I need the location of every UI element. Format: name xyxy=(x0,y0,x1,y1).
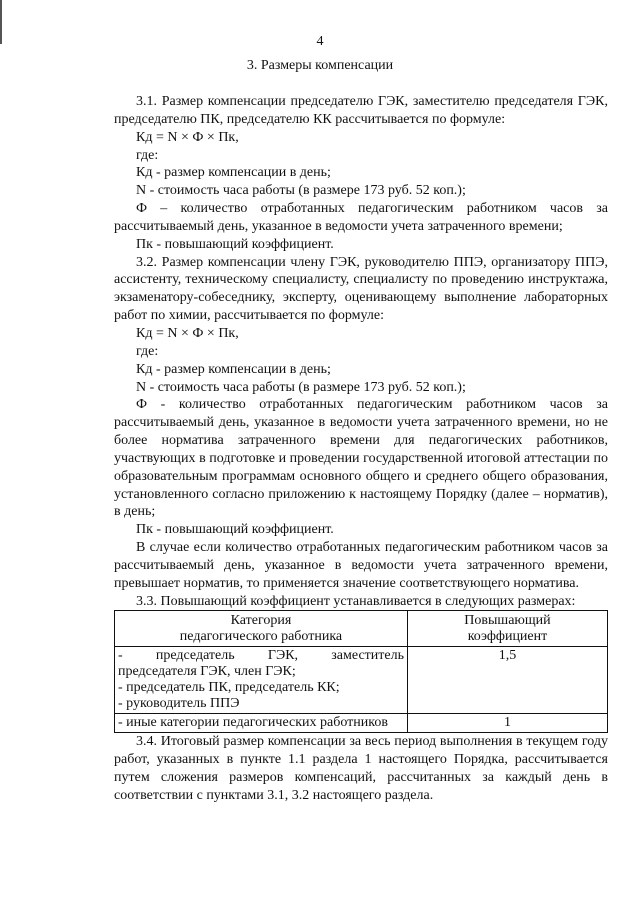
paragraph-case: В случае если количество отработанных педагогическим работником часов за рассчитываемый день, указанное в ведомости учета затраченного времени, превышает норматив, то применяется значение соответствующего норматива. xyxy=(114,540,608,591)
paragraph-3-3: 3.3. Повышающий коэффициент устанавливается в следующих размерах: xyxy=(136,593,576,609)
category-cell xyxy=(115,714,408,733)
category-line: председателя ГЭК, член ГЭК; xyxy=(118,664,296,680)
coefficient-cell: 1,5 xyxy=(407,647,607,714)
category-cell xyxy=(115,647,408,714)
header-coefficient-line2: коэффициент xyxy=(467,629,548,645)
coefficient-cell: 1 xyxy=(407,714,607,733)
paragraph-3-2: 3.2. Размер компенсации члену ГЭК, руководителю ППЭ, организатору ППЭ, ассистенту, техническому специалисту, специалисту по проведению инструктажа, экзаменатору-собеседнику, эксперту, оценивающему выполнение лабораторных работ по химии, рассчитывается по формуле: xyxy=(114,254,608,324)
kd-definition-1: Кд - размер компенсации в день; xyxy=(136,165,331,181)
formula-2: Кд = N × Ф × Пк, xyxy=(136,325,239,341)
category-line: - председатель ГЭК, заместитель xyxy=(118,648,404,664)
kd-definition-2: Кд - размер компенсации в день; xyxy=(136,361,331,377)
section-title: 3. Размеры компенсации xyxy=(246,58,394,73)
n-definition-1: N - стоимость часа работы (в размере 173 руб. 52 коп.); xyxy=(136,183,466,199)
header-coefficient xyxy=(407,611,607,647)
paragraph-3-1: 3.1. Размер компенсации председателю ГЭК, заместителю председателя ГЭК, председателю ПК, председателю КК рассчитывается по формуле: xyxy=(114,94,608,127)
formula-1: Кд = N × Ф × Пк, xyxy=(136,129,239,145)
header-coefficient-line1: Повышающий xyxy=(464,613,551,629)
category-line: - руководитель ППЭ xyxy=(118,696,240,712)
table-header-row xyxy=(115,611,608,647)
coefficient-table xyxy=(114,610,608,733)
paragraph-3-4: 3.4. Итоговый размер компенсации за весь период выполнения в текущем году работ, указанных в пункте 1.1 раздела 1 настоящего Порядка, рассчитывается путем сложения размеров компенсаций, рассчитанных за каждый день в соответствии с пунктами 3.1, 3.2 настоящего раздела. xyxy=(114,734,608,803)
category-line: - иные категории педагогических работников xyxy=(118,715,388,731)
category-line: - председатель ПК, председатель КК; xyxy=(118,680,340,696)
where-label-1: где: xyxy=(136,147,159,163)
phi-definition-2: Ф - количество отработанных педагогическим работником часов за рассчитываемый день, указанное в ведомости учета затраченного времени, но не более норматива затраченного времени для педагогических работников, участвующих в подготовке и проведении государственной итоговой аттестации по образовательным программам основного общего и среднего общего образования, установленного согласно приложению к настоящему Порядку (далее – норматив), в день; xyxy=(114,397,608,520)
pk-definition-2: Пк - повышающий коэффициент. xyxy=(136,522,334,538)
phi-definition-1: Ф – количество отработанных педагогическим работником часов за рассчитываемый день, указанное в ведомости учета затраченного времени; xyxy=(114,201,608,234)
table-row xyxy=(115,647,608,714)
header-category xyxy=(115,611,408,647)
header-category-line2: педагогического работника xyxy=(179,629,343,645)
table-row xyxy=(115,714,608,733)
n-definition-2: N - стоимость часа работы (в размере 173 руб. 52 коп.); xyxy=(136,379,466,395)
page-number: 4 xyxy=(316,34,324,49)
document-body xyxy=(114,93,608,805)
where-label-2: где: xyxy=(136,343,159,359)
pk-definition-1: Пк - повышающий коэффициент. xyxy=(136,236,334,252)
header-category-line1: Категория xyxy=(230,613,292,629)
